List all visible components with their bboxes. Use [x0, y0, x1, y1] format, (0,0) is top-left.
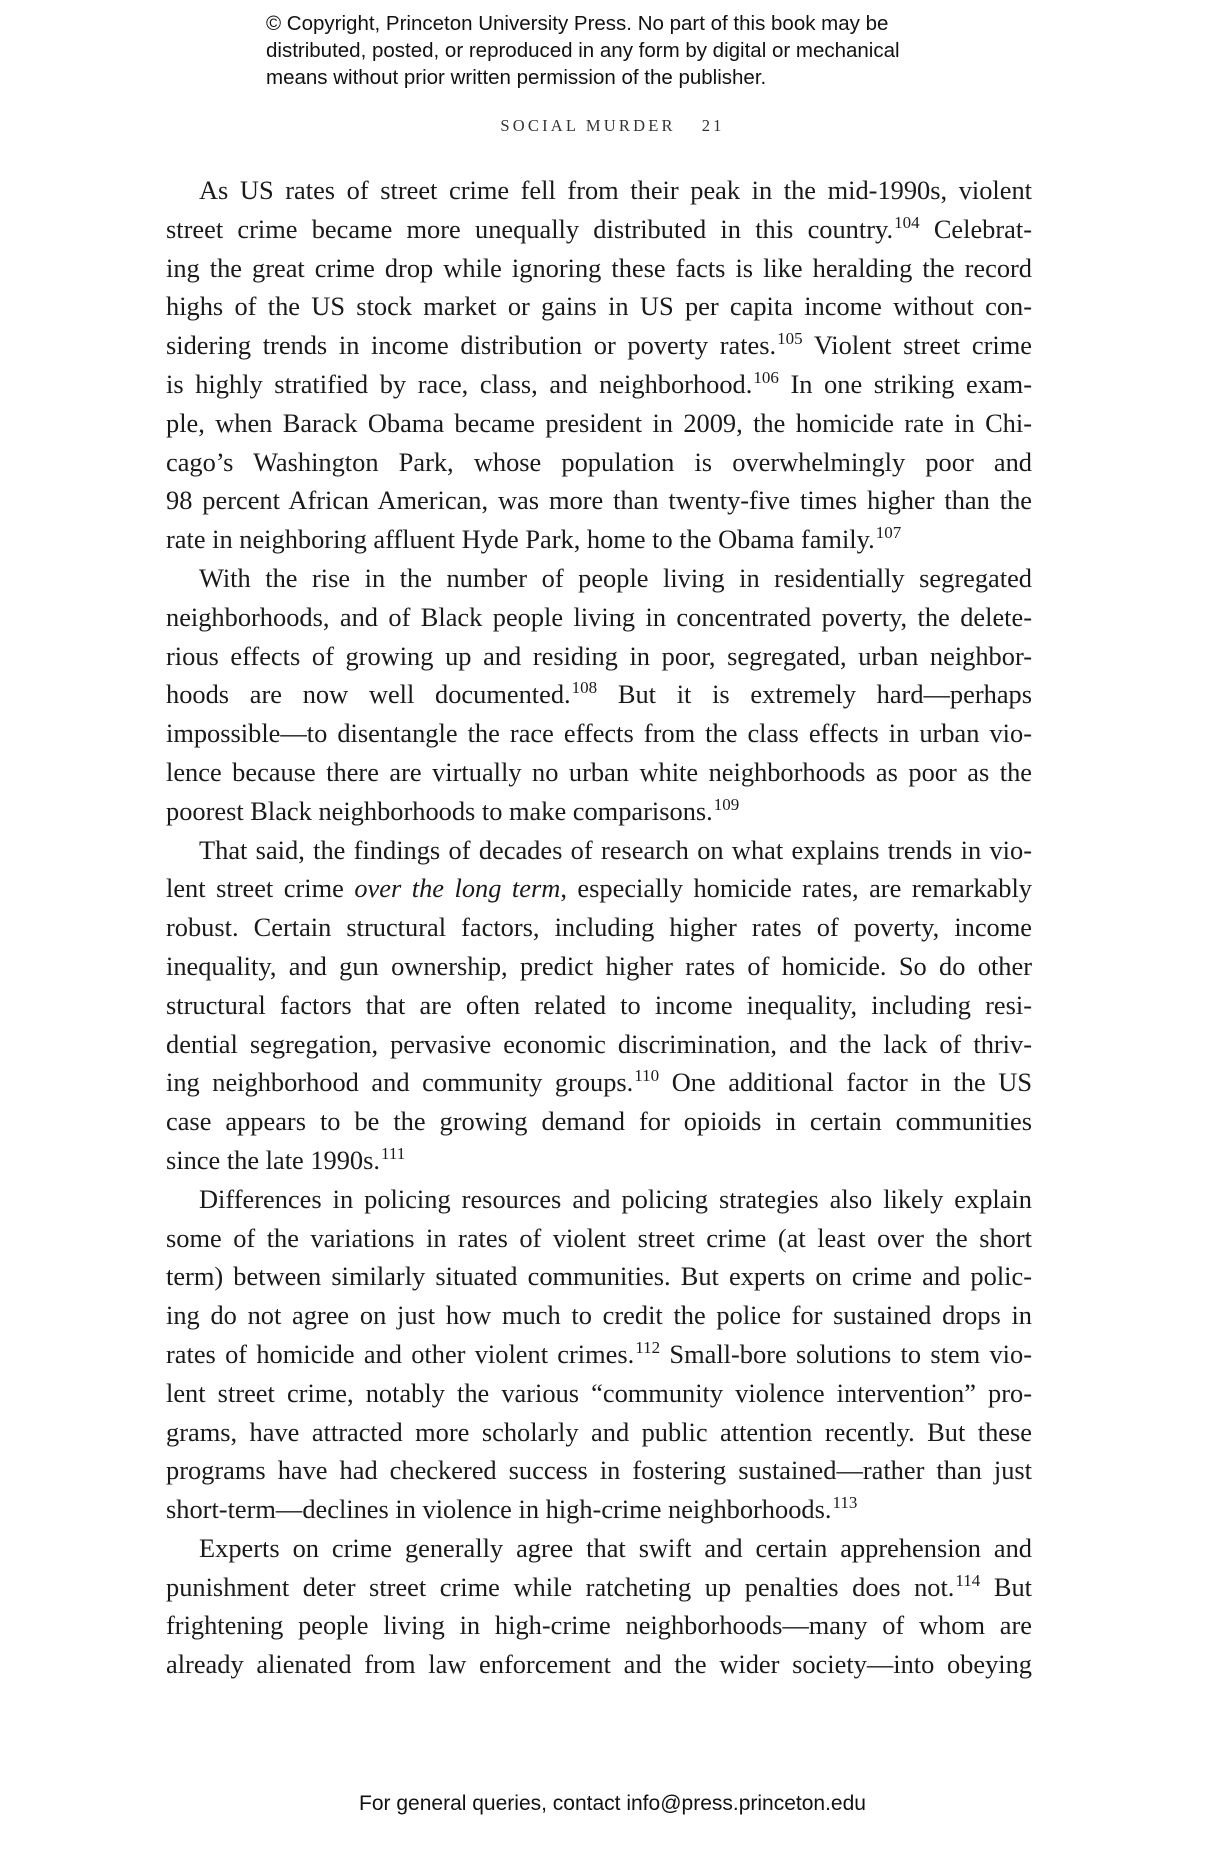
- text-segment: grams, have attracted more scholarly and public attention recently. But these: [166, 1416, 1032, 1447]
- text-segment: hoods are now well documented.: [166, 679, 571, 710]
- text-segment: rates of homicide and other violent crimes.: [166, 1338, 635, 1369]
- footnote-marker[interactable]: 108: [571, 678, 598, 698]
- text-segment: That said, the findings of decades of research on what explains trends in vio-: [199, 834, 1032, 865]
- text-line: [166, 1180, 1032, 1219]
- text-segment: poorest Black neighborhoods to make comparisons.: [166, 795, 713, 826]
- text-segment: sidering trends in income distribution or poverty rates.: [166, 330, 777, 361]
- text-line: [166, 287, 1032, 326]
- text-line: [166, 326, 1032, 365]
- text-segment: already alienated from law enforcement and the wider society—into obeying: [166, 1649, 1032, 1680]
- text-segment: lence because there are virtually no urban white neighborhoods as poor as the: [166, 756, 1032, 787]
- body-paragraph: [166, 171, 1032, 559]
- text-segment: term) between similarly situated communities. But experts on crime and polic-: [166, 1261, 1032, 1292]
- text-segment: inequality, and gun ownership, predict higher rates of homicide. So do other: [166, 950, 1032, 981]
- text-segment: With the rise in the number of people living in residentially segregated: [199, 562, 1032, 593]
- text-line: [166, 1451, 1032, 1490]
- copyright-notice: [266, 10, 1026, 91]
- text-segment: lent street crime: [166, 873, 355, 904]
- text-line: [166, 249, 1032, 288]
- text-line: [166, 210, 1032, 249]
- text-line: [166, 1219, 1032, 1258]
- footer-contact: For general queries, contact info@press.princeton.edu: [359, 1792, 866, 1815]
- body-paragraph: [166, 831, 1032, 1180]
- body-text: [166, 171, 1032, 1684]
- text-line: [166, 404, 1032, 443]
- text-segment: programs have had checkered success in fostering sustained—rather than just: [166, 1455, 1032, 1486]
- footnote-marker[interactable]: 111: [381, 1143, 406, 1163]
- text-segment: robust. Certain structural factors, including higher rates of poverty, income: [166, 912, 1032, 943]
- text-segment: But it is extremely hard—perhaps: [597, 679, 1032, 710]
- text-segment: Experts on crime generally agree that swift and certain apprehension and: [199, 1532, 1032, 1563]
- footnote-marker[interactable]: 104: [894, 212, 920, 232]
- text-segment: ing neighborhood and community groups.: [166, 1067, 634, 1098]
- text-segment: punishment deter street crime while ratcheting up penalties does not.: [166, 1571, 955, 1602]
- text-segment: structural factors that are often related to income inequality, including resi-: [166, 989, 1032, 1020]
- text-segment: street crime became more unequally distributed in this country.: [166, 213, 894, 244]
- text-segment: Violent street crime: [802, 330, 1032, 361]
- text-line: [166, 1025, 1032, 1064]
- text-line: [166, 831, 1032, 870]
- text-line: [166, 1529, 1032, 1568]
- text-segment: case appears to be the growing demand for opioids in certain communities: [166, 1106, 1032, 1137]
- page-number: 21: [701, 116, 725, 135]
- text-line: [166, 792, 1032, 831]
- copyright-line: means without prior written permission of the publisher.: [266, 66, 767, 89]
- footnote-marker[interactable]: 112: [635, 1337, 661, 1357]
- text-segment: short-term—declines in violence in high-crime neighborhoods.: [166, 1494, 832, 1525]
- text-segment: Differences in policing resources and policing strategies also likely explain: [199, 1183, 1032, 1214]
- text-line: [166, 1374, 1032, 1413]
- text-segment: Small-bore solutions to stem vio-: [660, 1338, 1032, 1369]
- text-line: [166, 1645, 1032, 1684]
- text-line: [166, 1141, 1032, 1180]
- copyright-line: © Copyright, Princeton University Press. No part of this book may be: [266, 12, 889, 35]
- footnote-marker[interactable]: 110: [634, 1066, 660, 1086]
- text-segment: ple, when Barack Obama became president in 2009, the homicide rate in Chi-: [166, 407, 1032, 438]
- footnote-marker[interactable]: 106: [753, 367, 779, 387]
- text-line: [166, 1413, 1032, 1452]
- text-line: [166, 1335, 1032, 1374]
- text-segment: cago’s Washington Park, whose population is overwhelmingly poor and: [166, 446, 1032, 477]
- text-segment: 98 percent African American, was more than twenty-five times higher than the: [166, 485, 1032, 516]
- text-segment: neighborhoods, and of Black people living in concentrated poverty, the delete-: [166, 601, 1032, 632]
- body-paragraph: [166, 559, 1032, 831]
- footnote-marker[interactable]: 113: [832, 1493, 858, 1513]
- text-segment: In one striking exam-: [778, 368, 1032, 399]
- footnote-marker[interactable]: 109: [713, 794, 740, 814]
- text-line: [166, 1102, 1032, 1141]
- text-line: [166, 481, 1032, 520]
- text-line: [166, 520, 1032, 559]
- footnote-marker[interactable]: 105: [777, 329, 803, 349]
- text-line: [166, 1063, 1032, 1102]
- text-segment: is highly stratified by race, class, and neighborhood.: [166, 368, 753, 399]
- copyright-line: distributed, posted, or reproduced in any form by digital or mechanical: [266, 39, 900, 62]
- text-line: [166, 1490, 1032, 1529]
- body-paragraph: [166, 1180, 1032, 1529]
- footnote-marker[interactable]: 114: [955, 1570, 981, 1590]
- text-line: [166, 1257, 1032, 1296]
- text-segment: rate in neighboring affluent Hyde Park, home to the Obama family.: [166, 524, 875, 555]
- text-line: [166, 443, 1032, 482]
- text-line: [166, 1296, 1032, 1335]
- text-line: [166, 986, 1032, 1025]
- text-segment: Celebrat-: [919, 213, 1032, 244]
- text-segment: , especially homicide rates, are remarkably: [560, 873, 1032, 904]
- text-segment: frightening people living in high-crime neighborhoods—many of whom are: [166, 1610, 1032, 1641]
- text-segment: lent street crime, notably the various “community violence intervention” pro-: [166, 1377, 1032, 1408]
- text-segment: One additional factor in the US: [659, 1067, 1032, 1098]
- text-line: [166, 1568, 1032, 1607]
- text-line: [166, 753, 1032, 792]
- text-segment: rious effects of growing up and residing in poor, segregated, urban neighbor-: [166, 640, 1032, 671]
- text-segment: As US rates of street crime fell from their peak in the mid-1990s, violent: [199, 175, 1032, 205]
- text-line: [166, 908, 1032, 947]
- italic-text: over the long term: [354, 873, 561, 904]
- text-segment: some of the variations in rates of violent street crime (at least over the short: [166, 1222, 1032, 1253]
- text-segment: But: [980, 1571, 1032, 1602]
- text-line: [166, 1606, 1032, 1645]
- text-line: [166, 637, 1032, 676]
- text-line: [166, 171, 1032, 210]
- text-line: [166, 559, 1032, 598]
- text-segment: since the late 1990s.: [166, 1144, 380, 1175]
- text-segment: highs of the US stock market or gains in US per capita income without con-: [166, 291, 1032, 322]
- text-segment: ing do not agree on just how much to credit the police for sustained drops in: [166, 1300, 1032, 1331]
- text-line: [166, 598, 1032, 637]
- text-line: [166, 714, 1032, 753]
- text-segment: ing the great crime drop while ignoring these facts is like heralding the record: [166, 252, 1032, 283]
- text-line: [166, 365, 1032, 404]
- text-line: [166, 947, 1032, 986]
- footnote-marker[interactable]: 107: [875, 523, 902, 543]
- running-head: [0, 116, 1225, 136]
- running-head-title: SOCIAL MURDER: [500, 116, 676, 135]
- text-line: [166, 675, 1032, 714]
- text-line: [166, 869, 1032, 908]
- body-paragraph: [166, 1529, 1032, 1684]
- text-segment: dential segregation, pervasive economic discrimination, and the lack of thriv-: [166, 1028, 1032, 1059]
- text-segment: impossible—to disentangle the race effects from the class effects in urban vio-: [166, 718, 1032, 749]
